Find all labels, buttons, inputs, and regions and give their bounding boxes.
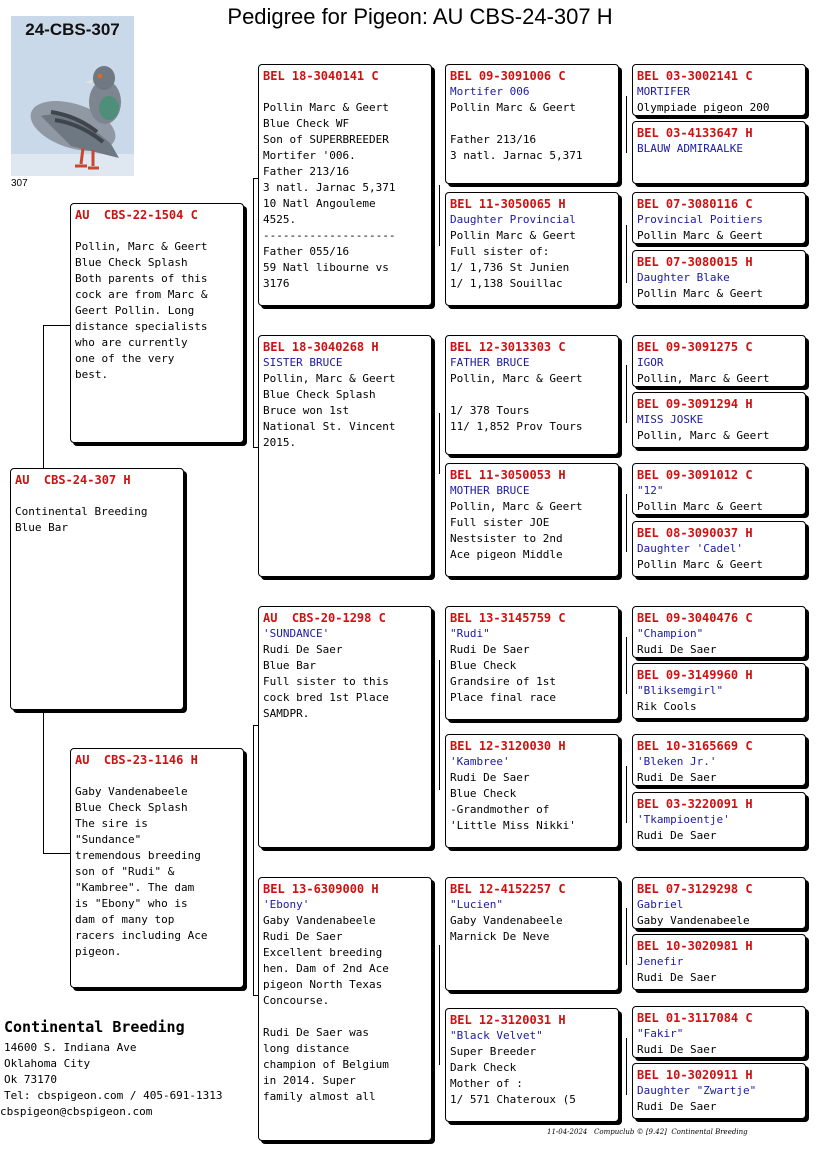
ring-number: BEL 09-3040476 C <box>637 611 753 625</box>
pigeon-card-gen4[interactable] <box>632 606 806 658</box>
pigeon-note-line: 3 natl. Jarnac 5,371 <box>450 149 583 162</box>
pigeon-note-line: Place final race <box>450 691 556 704</box>
pigeon-note-line: Son of SUPERBREEDER <box>263 133 389 146</box>
pigeon-name: 'Bleken Jr.' <box>637 755 717 768</box>
pigeon-card-gen3[interactable] <box>445 192 619 306</box>
connector-line <box>626 225 627 283</box>
ring-number: AU CBS-20-1298 C <box>263 611 386 625</box>
pigeon-note-line: 1/ 1,138 Souillac <box>450 277 563 290</box>
ring-number: BEL 09-3149960 H <box>637 668 753 682</box>
pigeon-card-gen3[interactable] <box>445 1008 619 1122</box>
pigeon-note-line: pigeon North Texas <box>263 978 383 991</box>
pigeon-note-line: Blue Check <box>450 659 517 672</box>
photo-caption: 307 <box>11 178 28 189</box>
pigeon-name: IGOR <box>637 356 664 369</box>
pigeon-note-line: Pollin Marc & Geert <box>637 500 763 513</box>
pigeon-note-line: Ace pigeon Middle <box>450 548 563 561</box>
pigeon-card-sire-sire[interactable] <box>258 64 432 306</box>
footer-credit: 11-04-2024 Compuclub © [9.42] Continental Breeding <box>547 1128 748 1136</box>
pigeon-note-line: Olympiade pigeon 200 <box>637 101 770 114</box>
connector-line <box>626 96 627 153</box>
pigeon-note-line: Pollin, Marc & Geert <box>263 372 396 385</box>
pigeon-note-line: Full sister of: <box>450 245 550 258</box>
breeder-address-line: 14600 S. Indiana Ave <box>4 1041 137 1054</box>
pigeon-name: "12" <box>637 484 664 497</box>
ring-number: BEL 07-3080015 H <box>637 255 753 269</box>
pigeon-card-gen4[interactable] <box>632 463 806 515</box>
pigeon-name: Provincial Poitiers <box>637 213 763 226</box>
pigeon-note-line: 3 natl. Jarnac 5,371 <box>263 181 396 194</box>
ring-number: AU CBS-22-1504 C <box>75 208 198 222</box>
ring-number: BEL 13-6309000 H <box>263 882 379 896</box>
pigeon-name: Daughter Blake <box>637 271 730 284</box>
pigeon-name: Gabriel <box>637 898 684 911</box>
pigeon-note-line: Gaby Vandenabeele <box>263 914 376 927</box>
pigeon-note-line: long distance <box>263 1042 350 1055</box>
pigeon-name: MISS JOSKE <box>637 413 704 426</box>
pigeon-name: 'Kambree' <box>450 755 510 768</box>
ring-number: AU CBS-24-307 H <box>15 473 131 487</box>
pigeon-note-line: son of "Rudi" & <box>75 865 175 878</box>
connector-line <box>43 853 70 854</box>
breeder-contact: Tel: cbspigeon.com / 405-691-1313 <box>4 1089 223 1102</box>
pigeon-card-gen4[interactable] <box>632 1063 806 1119</box>
pigeon-card-gen3[interactable] <box>445 877 619 991</box>
ring-number: BEL 03-3002141 C <box>637 69 753 83</box>
pigeon-note-line: tremendous breeding <box>75 849 201 862</box>
ring-number: BEL 11-3050065 H <box>450 197 566 211</box>
connector-line <box>626 766 627 823</box>
pigeon-note-line <box>450 387 614 403</box>
pigeon-card-gen4[interactable] <box>632 1006 806 1058</box>
pigeon-card-gen4[interactable] <box>632 192 806 244</box>
ring-number: BEL 09-3091012 C <box>637 468 753 482</box>
ring-number: BEL 18-3040141 C <box>263 69 379 83</box>
ring-number: BEL 10-3020981 H <box>637 939 753 953</box>
pigeon-note-line: Rudi De Saer <box>263 643 343 656</box>
pigeon-name: "Bliksemgirl" <box>637 684 724 697</box>
pigeon-note-line: Rudi De Saer <box>637 1100 717 1113</box>
pigeon-note-line: Pollin Marc & Geert <box>450 229 576 242</box>
connector-line <box>626 365 627 423</box>
ring-number: AU CBS-23-1146 H <box>75 753 198 767</box>
connector-line <box>439 660 440 790</box>
pigeon-note-line: Blue Check Splash <box>75 256 188 269</box>
connector-line <box>439 945 440 1065</box>
ring-number: BEL 10-3165669 C <box>637 739 753 753</box>
pigeon-note-line: Full sister JOE <box>450 516 550 529</box>
pigeon-note-line: Dark Check <box>450 1061 517 1074</box>
pigeon-note-line: best. <box>75 368 109 381</box>
pigeon-note-line: Father 055/16 <box>263 245 350 258</box>
pigeon-name: "Rudi" <box>450 627 490 640</box>
pigeon-note-line: dam of many top <box>75 913 175 926</box>
pigeon-name: SISTER BRUCE <box>263 356 343 369</box>
pigeon-note-line: Gaby Vandenabeele <box>450 914 563 927</box>
connector-line <box>43 325 44 469</box>
pigeon-note-line: Nestsister to 2nd <box>450 532 563 545</box>
connector-line <box>439 413 440 474</box>
breeder-address-line: Ok 73170 <box>4 1073 57 1086</box>
pigeon-note-line: "Kambree". The dam <box>75 881 195 894</box>
connector-line <box>43 710 44 853</box>
pigeon-note-line: Rik Cools <box>637 700 697 713</box>
pigeon-name: "Lucien" <box>450 898 503 911</box>
ring-number: BEL 03-3220091 H <box>637 797 753 811</box>
pigeon-card-gen3[interactable] <box>445 606 619 720</box>
ring-number: BEL 13-3145759 C <box>450 611 566 625</box>
connector-line <box>439 185 440 246</box>
pigeon-note-line: Pollin Marc & Geert <box>263 101 389 114</box>
ring-number: BEL 03-4133647 H <box>637 126 753 140</box>
pigeon-note-line: Pollin, Marc & Geert <box>450 372 583 385</box>
breeder-info <box>0 1018 223 1120</box>
pigeon-note-line: Pollin Marc & Geert <box>450 101 576 114</box>
pigeon-name: Daughter "Zwartje" <box>637 1084 757 1097</box>
pigeon-note-line: Blue Bar <box>15 521 68 534</box>
pigeon-card-dam-dam[interactable] <box>258 877 432 1141</box>
connector-line <box>626 494 627 552</box>
pigeon-note-line: 10 Natl Angouleme <box>263 197 376 210</box>
pigeon-card-gen3[interactable] <box>445 335 619 455</box>
pigeon-card-sire-dam[interactable] <box>258 335 432 577</box>
pigeon-card-subject[interactable] <box>10 468 184 710</box>
pigeon-note-line: who are currently <box>75 336 188 349</box>
pigeon-card-gen4[interactable] <box>632 734 806 786</box>
ring-number: BEL 09-3091006 C <box>450 69 566 83</box>
pigeon-card-gen4[interactable] <box>632 792 806 848</box>
pigeon-name: Mortifer 006 <box>450 85 530 98</box>
pigeon-note-line: 11/ 1,852 Prov Tours <box>450 420 583 433</box>
ring-number: BEL 10-3020911 H <box>637 1068 753 1082</box>
ring-number: BEL 08-3090037 H <box>637 526 753 540</box>
pigeon-note-line: Pollin Marc & Geert <box>637 558 763 571</box>
pigeon-name: MOTHER BRUCE <box>450 484 530 497</box>
pigeon-photo <box>11 16 134 176</box>
pigeon-card-gen4[interactable] <box>632 335 806 387</box>
ring-number: BEL 12-3120030 H <box>450 739 566 753</box>
pigeon-card-gen4[interactable] <box>632 64 806 116</box>
pigeon-note-line: Rudi De Saer <box>637 771 717 784</box>
pigeon-card-gen3[interactable] <box>445 64 619 184</box>
pigeon-note-line: Pollin, Marc & Geert <box>637 372 770 385</box>
pigeon-note-line: Marnick De Neve <box>450 930 550 943</box>
pigeon-note-line: Concourse. <box>263 994 330 1007</box>
pigeon-name: Daughter 'Cadel' <box>637 542 743 555</box>
pigeon-note-line: Pollin, Marc & Geert <box>450 500 583 513</box>
pigeon-card-gen3[interactable] <box>445 463 619 577</box>
pigeon-note-line: Blue Check Splash <box>263 388 376 401</box>
pigeon-note-line: Mortifer '006. <box>263 149 356 162</box>
pigeon-name: BLAUW ADMIRAALKE <box>637 142 743 155</box>
pigeon-name: MORTIFER <box>637 85 690 98</box>
pigeon-note-line: Rudi De Saer <box>637 1043 717 1056</box>
pigeon-note-line: Blue Bar <box>263 659 316 672</box>
pigeon-note-line: Both parents of this <box>75 272 208 285</box>
pigeon-name: "Fakir" <box>637 1027 684 1040</box>
pigeon-note-line: distance specialists <box>75 320 208 333</box>
pigeon-name: Jenefir <box>637 955 684 968</box>
pigeon-note-line: 1/ 571 Chateroux (5 <box>450 1093 576 1106</box>
pigeon-note-line: 3176 <box>263 277 290 290</box>
pigeon-note-line: is "Ebony" who is <box>75 897 188 910</box>
pigeon-note-line: National St. Vincent <box>263 420 396 433</box>
pigeon-note-line: Rudi De Saer <box>450 771 530 784</box>
pigeon-note-line: 1/ 1,736 St Junien <box>450 261 570 274</box>
pigeon-name: "Black Velvet" <box>450 1029 543 1042</box>
pigeon-card-dam[interactable] <box>70 748 244 988</box>
pigeon-card-gen4[interactable] <box>632 121 806 184</box>
ring-number: BEL 01-3117084 C <box>637 1011 753 1025</box>
pigeon-note-line <box>15 488 179 504</box>
pigeon-note-line: Rudi De Saer <box>450 643 530 656</box>
pigeon-note-line: 'Little Miss Nikki' <box>450 819 576 832</box>
pigeon-card-gen4[interactable] <box>632 877 806 929</box>
ring-number: BEL 12-3013303 C <box>450 340 566 354</box>
pigeon-note-line: pigeon. <box>75 945 122 958</box>
pigeon-card-sire[interactable] <box>70 203 244 443</box>
pigeon-note-line: Rudi De Saer was <box>263 1026 369 1039</box>
pigeon-note-line: Gaby Vandenabeele <box>637 914 750 927</box>
pigeon-card-gen4[interactable] <box>632 663 806 719</box>
pigeon-note-line <box>75 223 239 239</box>
pigeon-note-line: one of the very <box>75 352 175 365</box>
ring-number: BEL 09-3091275 C <box>637 340 753 354</box>
pigeon-note-line: "Sundance" <box>75 833 142 846</box>
pigeon-note-line: Gaby Vandenabeele <box>75 785 188 798</box>
pigeon-note-line: 59 Natl libourne vs <box>263 261 389 274</box>
pigeon-note-line: SAMDPR. <box>263 707 310 720</box>
pigeon-name: FATHER BRUCE <box>450 356 530 369</box>
breeder-email: cbspigeon@cbspigeon.com <box>0 1105 153 1118</box>
ring-number: BEL 09-3091294 H <box>637 397 753 411</box>
pigeon-note-line <box>450 116 614 132</box>
connector-line <box>253 725 254 995</box>
pigeon-note-line: -------------------- <box>263 229 396 242</box>
pigeon-note-line: -Grandmother of <box>450 803 550 816</box>
pigeon-name: 'SUNDANCE' <box>263 627 330 640</box>
pigeon-card-gen4[interactable] <box>632 392 806 448</box>
page-title: Pedigree for Pigeon: AU CBS-24-307 H <box>227 4 613 29</box>
pigeon-note-line: Bruce won 1st <box>263 404 350 417</box>
pigeon-name: 'Tkampioentje' <box>637 813 730 826</box>
ring-number: BEL 11-3050053 H <box>450 468 566 482</box>
pigeon-note-line: Rudi De Saer <box>637 829 717 842</box>
pigeon-note-line: 1/ 378 Tours <box>450 404 530 417</box>
pigeon-note-line: 2015. <box>263 436 297 449</box>
pigeon-note-line: Pollin, Marc & Geert <box>75 240 208 253</box>
ring-number: BEL 07-3129298 C <box>637 882 753 896</box>
pigeon-note-line: Pollin, Marc & Geert <box>637 429 770 442</box>
pigeon-note-line: 4525. <box>263 213 297 226</box>
pigeon-note-line: Pollin Marc & Geert <box>637 287 763 300</box>
pigeon-note-line: Blue Check Splash <box>75 801 188 814</box>
connector-line <box>253 178 254 448</box>
ring-number: BEL 07-3080116 C <box>637 197 753 211</box>
pigeon-note-line: hen. Dam of 2nd Ace <box>263 962 389 975</box>
connector-line <box>626 908 627 965</box>
pigeon-note-line: Super Breeder <box>450 1045 537 1058</box>
pigeon-note-line: Rudi De Saer <box>263 930 343 943</box>
pigeon-note-line: Grandsire of 1st <box>450 675 556 688</box>
connector-line <box>626 1038 627 1095</box>
pigeon-note-line: Blue Check <box>450 787 517 800</box>
pigeon-note-line: Geert Pollin. Long <box>75 304 195 317</box>
pigeon-note-line: Rudi De Saer <box>637 643 717 656</box>
pigeon-note-line <box>263 1009 427 1025</box>
pigeon-note-line: in 2014. Super <box>263 1074 356 1087</box>
pigeon-note-line: Excellent breeding <box>263 946 383 959</box>
pigeon-note-line: Rudi De Saer <box>637 971 717 984</box>
pigeon-note-line: cock bred 1st Place <box>263 691 389 704</box>
breeder-address-line: Oklahoma City <box>4 1057 91 1070</box>
pigeon-note-line: Father 213/16 <box>263 165 350 178</box>
breeder-name: Continental Breeding <box>4 1018 185 1036</box>
pigeon-note-line: champion of Belgium <box>263 1058 389 1071</box>
pigeon-card-gen4[interactable] <box>632 250 806 306</box>
pigeon-note-line: cock are from Marc & <box>75 288 208 301</box>
pigeon-card-gen3[interactable] <box>445 734 619 848</box>
pigeon-name: 'Ebony' <box>263 898 310 911</box>
connector-line <box>43 325 70 326</box>
pigeon-note-line <box>263 84 427 100</box>
pigeon-illustration <box>11 16 134 176</box>
pigeon-card-gen4[interactable] <box>632 934 806 990</box>
connector-line <box>626 637 627 694</box>
ring-number: BEL 18-3040268 H <box>263 340 379 354</box>
pigeon-note-line <box>75 768 239 784</box>
ring-number: BEL 12-4152257 C <box>450 882 566 896</box>
pigeon-card-dam-sire[interactable] <box>258 606 432 848</box>
pigeon-note-line: Full sister to this <box>263 675 389 688</box>
pigeon-note-line: Blue Check WF <box>263 117 350 130</box>
pigeon-note-line: racers including Ace <box>75 929 208 942</box>
ring-number: BEL 12-3120031 H <box>450 1013 566 1027</box>
photo-band-label: 24-CBS-307 <box>25 20 120 39</box>
pigeon-note-line: Father 213/16 <box>450 133 537 146</box>
pigeon-card-gen4[interactable] <box>632 521 806 577</box>
pigeon-name: Daughter Provincial <box>450 213 576 226</box>
pigeon-note-line: family almost all <box>263 1090 376 1103</box>
pigeon-note-line: Pollin Marc & Geert <box>637 229 763 242</box>
pigeon-name: "Champion" <box>637 627 704 640</box>
pigeon-note-line: The sire is <box>75 817 148 830</box>
pigeon-note-line: Continental Breeding <box>15 505 148 518</box>
pigeon-note-line: Mother of : <box>450 1077 523 1090</box>
